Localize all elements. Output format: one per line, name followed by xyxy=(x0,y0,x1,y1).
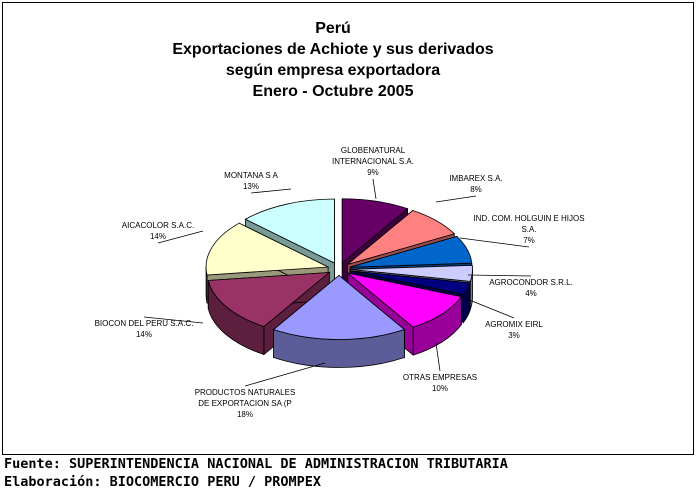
title-line-2: Exportaciones de Achiote y sus derivados xyxy=(172,41,494,58)
title-line-1: Perú xyxy=(315,20,351,37)
slice-label-montana-s-a: MONTANA S A 13% xyxy=(224,171,278,191)
slice-label-agrocondor-s-r-l: AGROCONDOR S.R.L. 4% xyxy=(489,278,573,298)
slice-label-ind-com-holguin-e-hijos-s-a: IND. COM. HOLGUIN E HIJOS S.A. 7% xyxy=(473,214,585,245)
leader-line-imbarex-s-a xyxy=(436,196,476,202)
slice-label-agromix-eirl: AGROMIX EIRL 3% xyxy=(485,320,543,340)
source-note: Fuente: SUPERINTENDENCIA NACIONAL DE ADMINISTRACION TRIBUTARIA xyxy=(4,456,508,472)
pie-slices xyxy=(206,199,472,368)
slice-label-productos-naturales-de-exportacion-sa-p: PRODUCTOS NATURALES DE EXPORTACION SA (P 18% xyxy=(194,388,296,419)
leader-line-agrocondor-s-r-l xyxy=(468,275,531,276)
slice-label-imbarex-s-a: IMBAREX S.A. 8% xyxy=(449,174,503,194)
slice-label-biocon-del-peru-s-a-c: BIOCON DEL PERU S.A.C. 14% xyxy=(94,319,194,339)
chart-title xyxy=(172,20,493,100)
slice-label-globenatural-internacional-s-a: GLOBENATURAL INTERNACIONAL S.A. 9% xyxy=(332,146,414,177)
slice-label-otras-empresas: OTRAS EMPRESAS 10% xyxy=(402,373,478,393)
leader-line-otras-empresas xyxy=(436,343,440,371)
pie-chart xyxy=(3,3,695,456)
chart-frame xyxy=(2,2,694,455)
leader-line-productos-naturales-de-exportacion-sa-p xyxy=(245,363,325,386)
leader-line-ind-com-holguin-e-hijos-s-a xyxy=(460,238,529,247)
title-line-4: Enero - Octubre 2005 xyxy=(252,83,414,100)
slice-label-aicacolor-s-a-c: AICACOLOR S.A.C. 14% xyxy=(121,221,195,241)
elaboration-note: Elaboración: BIOCOMERCIO PERU / PROMPEX xyxy=(4,474,321,490)
title-line-3: según empresa exportadora xyxy=(225,62,441,79)
leader-line-globenatural-internacional-s-a xyxy=(373,179,376,199)
